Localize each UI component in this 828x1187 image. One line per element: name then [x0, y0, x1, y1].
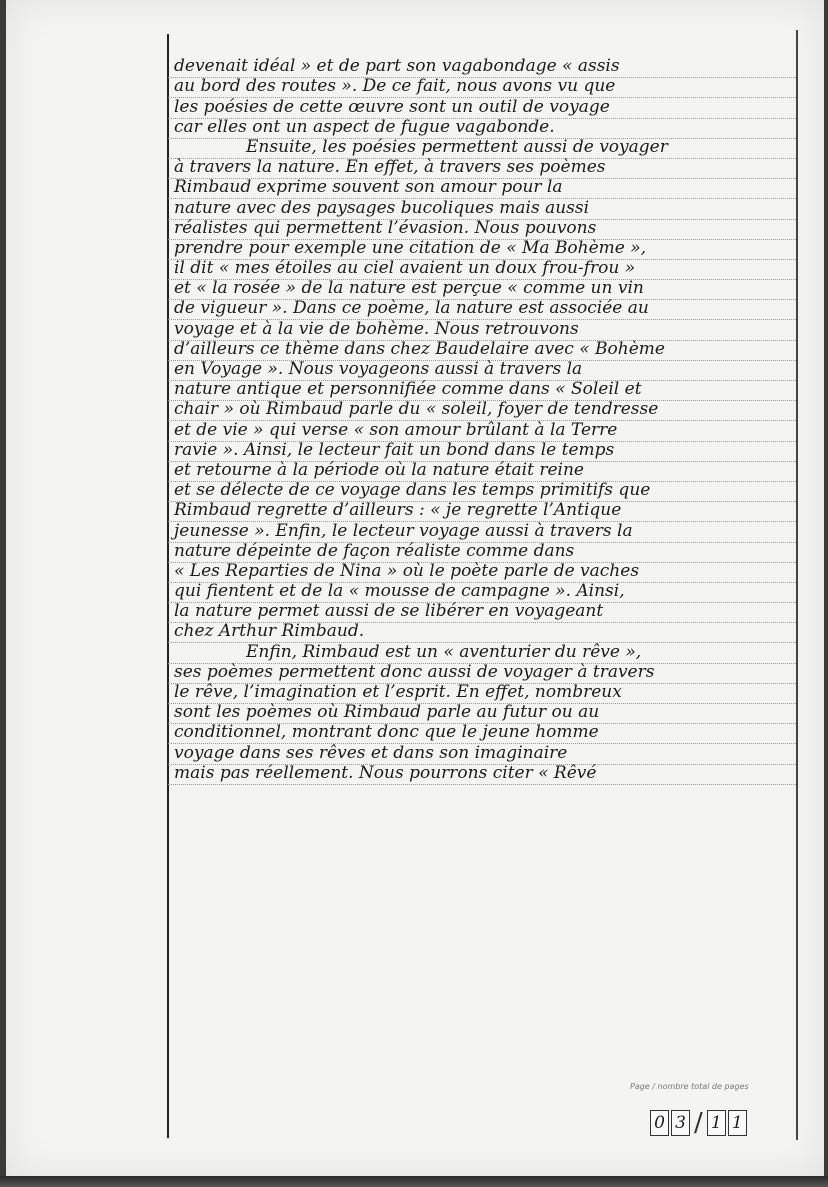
text-line	[168, 237, 796, 260]
text-line-content: à travers la nature. En effet, à travers ses poèmes	[174, 157, 606, 178]
text-line	[168, 58, 796, 78]
text-line	[168, 98, 796, 118]
text-line	[168, 661, 796, 684]
text-line	[168, 217, 796, 240]
page-count-label: Page / nombre total de pages	[630, 1082, 749, 1091]
text-line-content: Rimbaud regrette d’ailleurs : « je regrette l’Antique	[174, 500, 622, 521]
text-line	[168, 482, 796, 502]
text-line	[168, 136, 796, 159]
text-line	[168, 724, 796, 744]
right-margin-line	[796, 30, 798, 1140]
text-line	[168, 540, 796, 563]
text-line	[168, 459, 796, 482]
text-line-content: qui fientent et de la « mousse de campagne ». Ainsi,	[174, 581, 625, 602]
page-number-boxes	[650, 1108, 749, 1138]
text-line	[168, 623, 796, 643]
text-line-content: devenait idéal » et de part son vagabondage « assis	[174, 56, 620, 77]
text-line	[168, 199, 796, 219]
text-line-content: Enfin, Rimbaud est un « aventurier du rêve »,	[246, 641, 642, 662]
text-line-content: les poésies de cette œuvre sont un outil de voyage	[174, 96, 610, 117]
text-line	[168, 643, 796, 663]
paper-sheet	[6, 0, 824, 1176]
text-line	[168, 560, 796, 583]
text-line-content: et « la rosée » de la nature est perçue « comme un vin	[174, 278, 644, 299]
text-line	[168, 502, 796, 522]
text-line-content: mais pas réellement. Nous pourrons citer « Rêvé	[174, 762, 597, 783]
text-line-content: la nature permet aussi de se libérer en voyageant	[174, 601, 604, 622]
text-line-content: Ensuite, les poésies permettent aussi de voyager	[246, 136, 668, 157]
text-line-content: car elles ont un aspect de fugue vagabonde.	[174, 116, 555, 137]
text-line	[168, 583, 796, 603]
text-line-content: nature dépeinte de façon réaliste comme dans	[174, 540, 575, 561]
text-line-content: au bord des routes ». De ce fait, nous avons vu que	[174, 76, 616, 97]
text-line	[168, 762, 796, 785]
text-line-content: nature antique et personnifiée comme dans « Soleil et	[174, 379, 642, 400]
text-line	[168, 78, 796, 98]
handwritten-text-block	[168, 58, 796, 785]
text-line-content: nature avec des paysages bucoliques mais aussi	[174, 197, 590, 218]
page-digit-box: 0	[650, 1110, 669, 1136]
text-line	[168, 338, 796, 361]
text-line-content: réalistes qui permettent l’évasion. Nous pouvons	[174, 217, 597, 238]
text-line-content: chez Arthur Rimbaud.	[174, 621, 365, 642]
text-line-content: et retourne à la période où la nature était reine	[174, 459, 584, 480]
text-line	[168, 361, 796, 381]
text-line-content: de vigueur ». Dans ce poème, la nature est associée au	[174, 298, 649, 319]
text-line	[168, 116, 796, 139]
text-line	[168, 522, 796, 542]
text-line-content: ravie ». Ainsi, le lecteur fait un bond dans le temps	[174, 439, 615, 460]
text-line	[168, 704, 796, 724]
text-line	[168, 381, 796, 401]
text-line	[168, 179, 796, 199]
text-line	[168, 320, 796, 340]
text-line-content: chair » où Rimbaud parle du « soleil, foyer de tendresse	[174, 399, 659, 420]
text-line-content: sont les poèmes où Rimbaud parle au futur ou au	[174, 702, 600, 723]
page-number-footer	[622, 1078, 794, 1144]
text-line	[168, 603, 796, 623]
text-line-content: Rimbaud exprime souvent son amour pour la	[174, 177, 563, 198]
text-line-content: le rêve, l’imagination et l’esprit. En effet, nombreux	[174, 682, 622, 702]
text-line-content: en Voyage ». Nous voyageons aussi à travers la	[174, 359, 583, 379]
text-line-content: voyage et à la vie de bohème. Nous retrouvons	[174, 318, 579, 339]
text-line	[168, 401, 796, 421]
text-line-content: ses poèmes permettent donc aussi de voyager à travers	[174, 661, 655, 682]
text-line-content: jeunesse ». Enfin, le lecteur voyage aussi à travers la	[174, 520, 633, 541]
page-bottom-shadow	[0, 1176, 828, 1187]
total-digit-box: 1	[728, 1110, 747, 1136]
text-line	[168, 300, 796, 320]
total-digit-box: 1	[707, 1110, 726, 1136]
text-line	[168, 439, 796, 462]
text-line-content: d’ailleurs ce thème dans chez Baudelaire avec « Bohème	[174, 338, 665, 359]
text-line-content: voyage dans ses rêves et dans son imaginaire	[174, 742, 568, 763]
text-line	[168, 744, 796, 764]
text-line	[168, 159, 796, 179]
text-line-content: prendre pour exemple une citation de « Ma Bohème »,	[174, 237, 647, 258]
page-separator: /	[694, 1108, 703, 1138]
text-line-content: et se délecte de ce voyage dans les temps primitifs que	[174, 480, 651, 501]
text-line	[168, 684, 796, 704]
text-line	[168, 421, 796, 441]
text-line-content: et de vie » qui verse « son amour brûlant à la Terre	[174, 419, 618, 440]
text-line-content: « Les Reparties de Nina » où le poète parle de vaches	[174, 560, 640, 581]
text-line	[168, 260, 796, 280]
text-line-content: conditionnel, montrant donc que le jeune homme	[174, 722, 599, 743]
page-digit-box: 3	[671, 1110, 690, 1136]
text-line-content: il dit « mes étoiles au ciel avaient un doux frou-frou »	[174, 258, 636, 279]
text-line	[168, 280, 796, 300]
